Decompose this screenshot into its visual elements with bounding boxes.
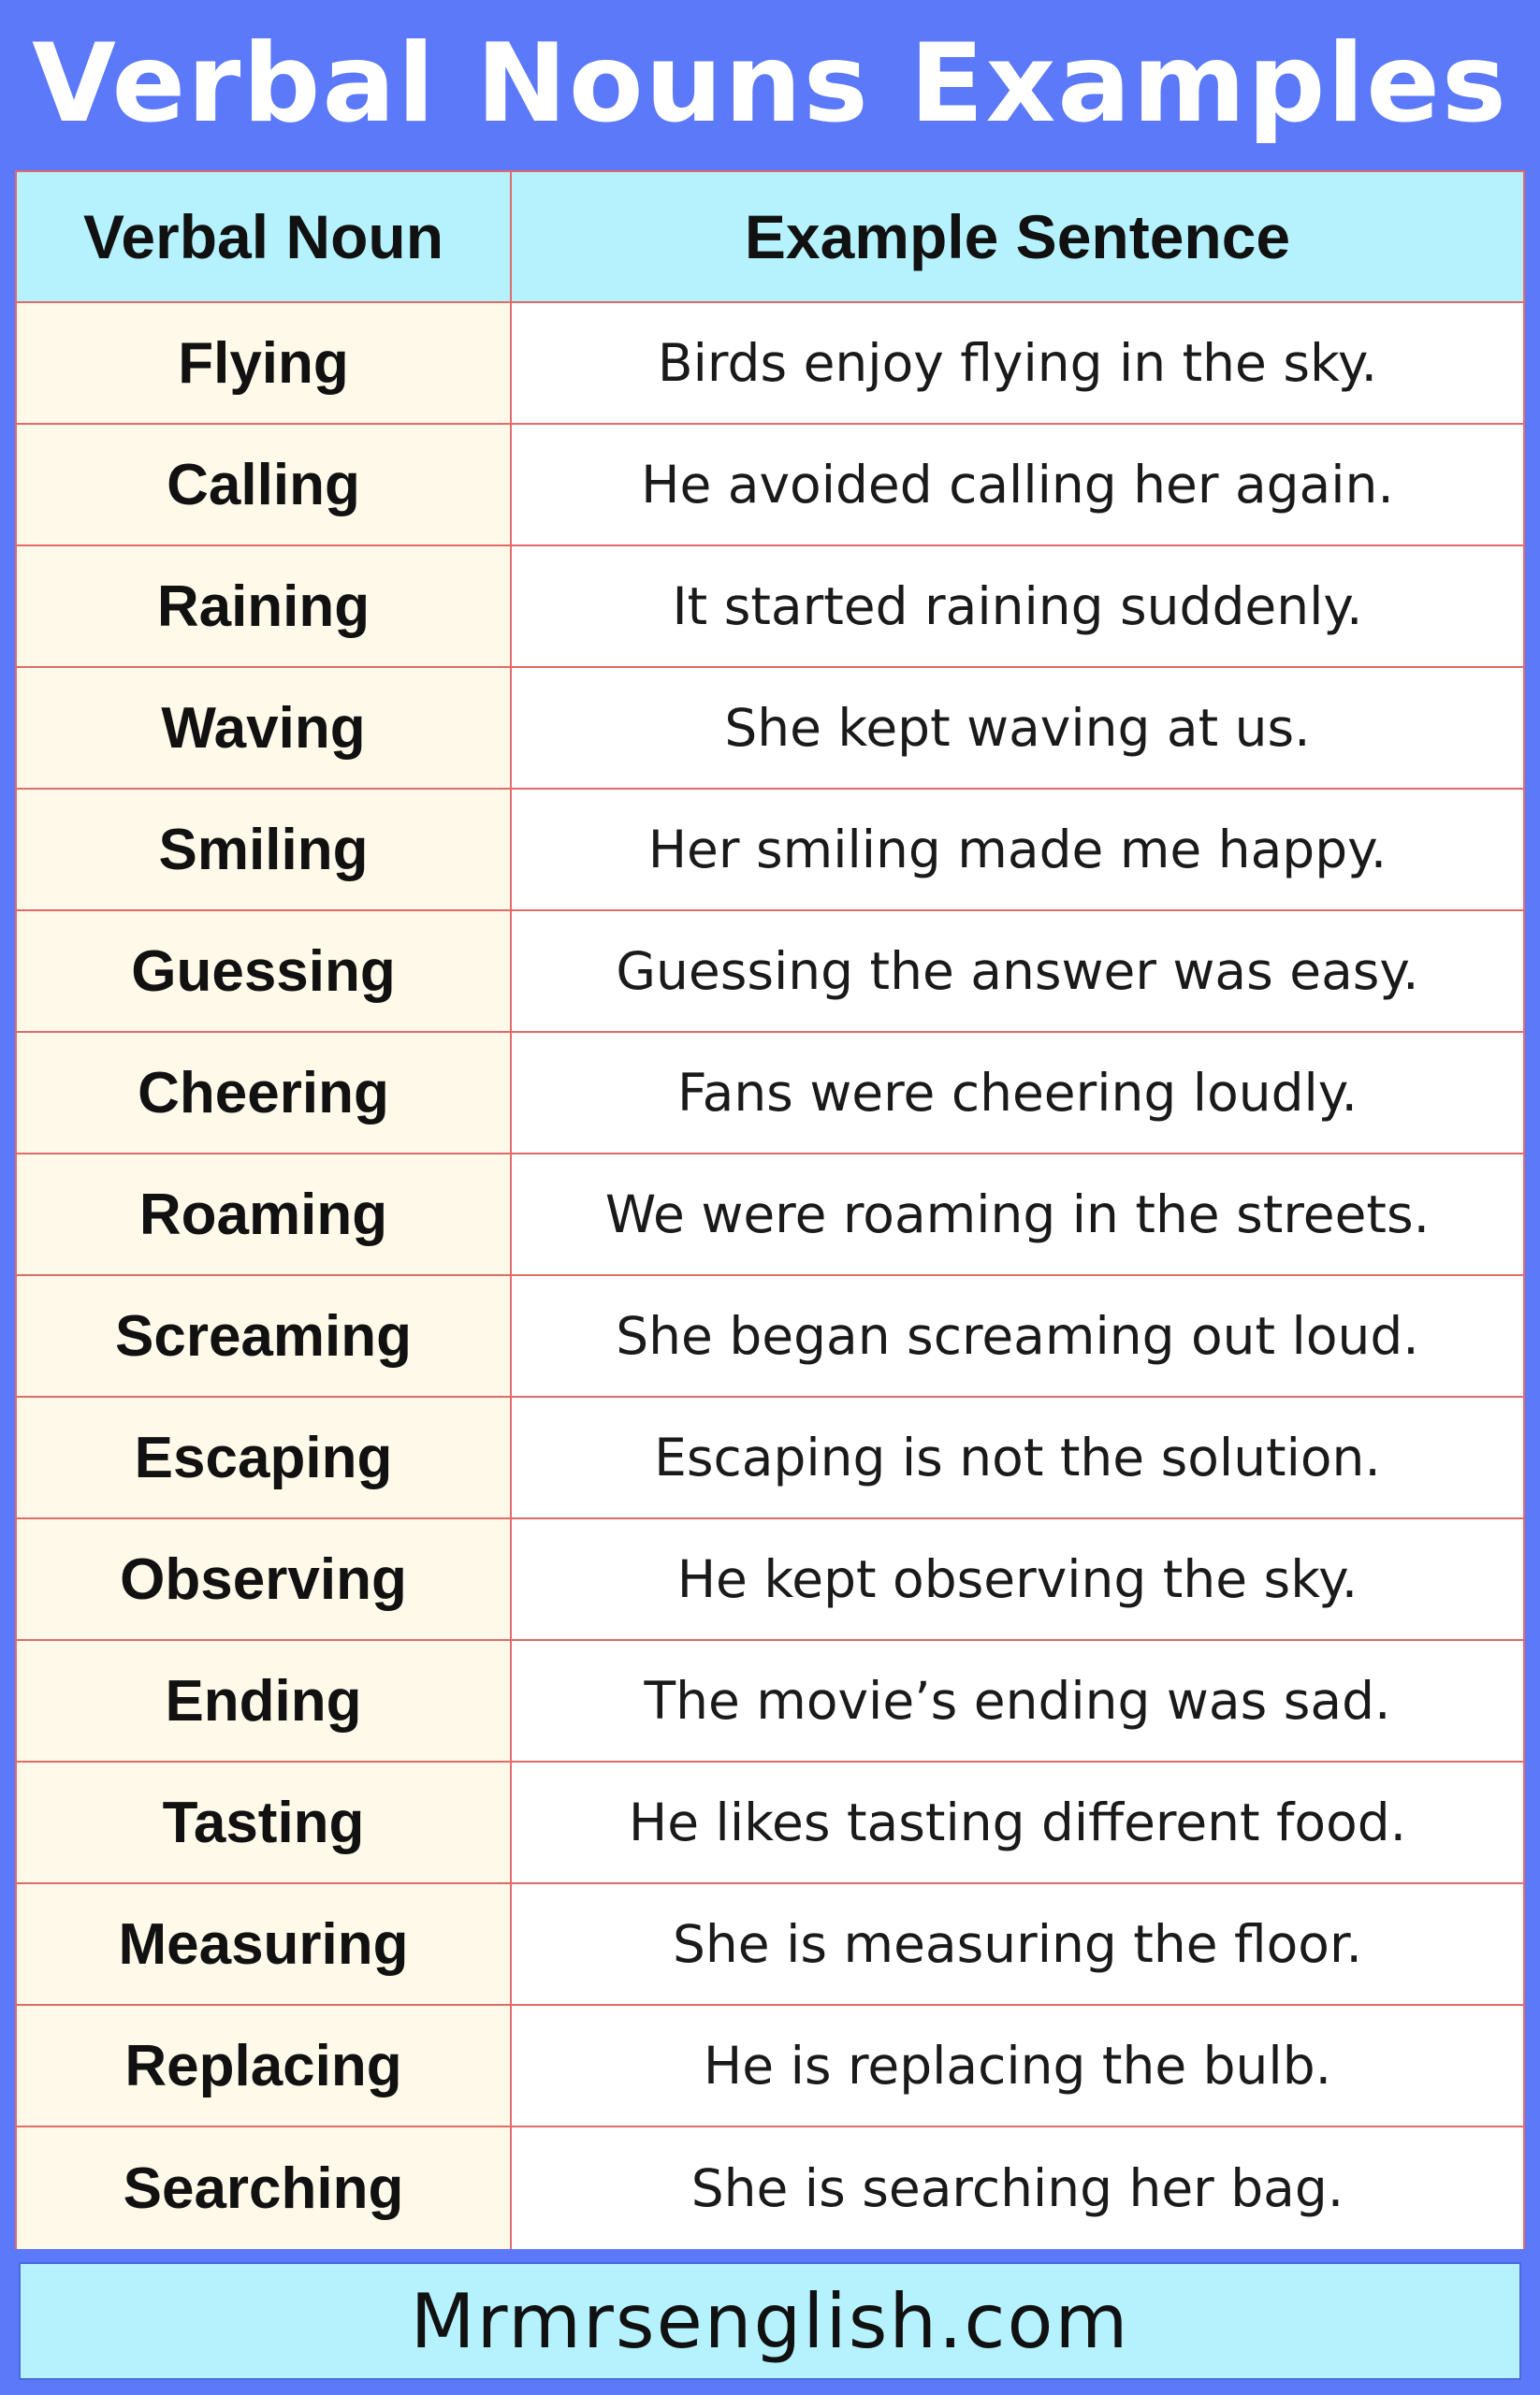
table-header-row	[17, 172, 1523, 303]
table-row	[17, 1884, 1523, 2006]
table-row	[17, 668, 1523, 790]
example-sentence-cell: He kept observing the sky.	[512, 1519, 1523, 1639]
table-row	[17, 1519, 1523, 1641]
table-row	[17, 1033, 1523, 1154]
verbal-noun-cell: Guessing	[17, 911, 512, 1031]
table-row	[17, 546, 1523, 668]
column-header-verbal-noun: Verbal Noun	[17, 172, 512, 301]
verbal-noun-cell: Searching	[17, 2127, 512, 2249]
verbal-noun-cell: Waving	[17, 668, 512, 788]
verbal-noun-cell: Raining	[17, 546, 512, 666]
verbal-noun-cell: Observing	[17, 1519, 512, 1639]
verbal-noun-cell: Tasting	[17, 1763, 512, 1882]
website-footer: Mrmrsenglish.com	[19, 2262, 1521, 2380]
table-row	[17, 2006, 1523, 2127]
example-sentence-cell: Escaping is not the solution.	[512, 1398, 1523, 1517]
table-row	[17, 790, 1523, 911]
table-row	[17, 1154, 1523, 1276]
table-row	[17, 1276, 1523, 1398]
page-title: Verbal Nouns Examples	[32, 20, 1508, 147]
table-row	[17, 1763, 1523, 1884]
verbal-noun-cell: Replacing	[17, 2006, 512, 2126]
example-sentence-cell: He is replacing the bulb.	[512, 2006, 1523, 2126]
example-sentence-cell: Her smiling made me happy.	[512, 790, 1523, 909]
verbal-noun-cell: Ending	[17, 1641, 512, 1761]
table-row	[17, 2127, 1523, 2249]
example-sentence-cell: The movie’s ending was sad.	[512, 1641, 1523, 1761]
table-row	[17, 911, 1523, 1033]
verbal-noun-cell: Smiling	[17, 790, 512, 909]
table-row	[17, 1641, 1523, 1763]
table-row	[17, 303, 1523, 425]
table-row	[17, 1398, 1523, 1519]
example-sentence-cell: Birds enjoy flying in the sky.	[512, 303, 1523, 423]
verbal-noun-cell: Roaming	[17, 1154, 512, 1274]
table-row	[17, 425, 1523, 546]
example-sentence-cell: He avoided calling her again.	[512, 425, 1523, 544]
example-sentence-cell: She is measuring the floor.	[512, 1884, 1523, 2004]
example-sentence-cell: We were roaming in the streets.	[512, 1154, 1523, 1274]
column-header-example-sentence: Example Sentence	[744, 202, 1291, 271]
example-sentence-cell: It started raining suddenly.	[512, 546, 1523, 666]
verbal-noun-cell: Screaming	[17, 1276, 512, 1396]
verbal-noun-cell: Calling	[17, 425, 512, 544]
example-sentence-cell: He likes tasting different food.	[512, 1763, 1523, 1882]
example-sentence-cell: She kept waving at us.	[512, 668, 1523, 788]
example-sentence-cell: Fans were cheering loudly.	[512, 1033, 1523, 1153]
example-sentence-cell: She is searching her bag.	[512, 2127, 1523, 2249]
verbal-nouns-table	[15, 170, 1525, 2249]
verbal-noun-cell: Cheering	[17, 1033, 512, 1153]
example-sentence-cell: She began screaming out loud.	[512, 1276, 1523, 1396]
verbal-noun-cell: Flying	[17, 303, 512, 423]
verbal-noun-cell: Measuring	[17, 1884, 512, 2004]
example-sentence-cell: Guessing the answer was easy.	[512, 911, 1523, 1031]
verbal-noun-cell: Escaping	[17, 1398, 512, 1517]
